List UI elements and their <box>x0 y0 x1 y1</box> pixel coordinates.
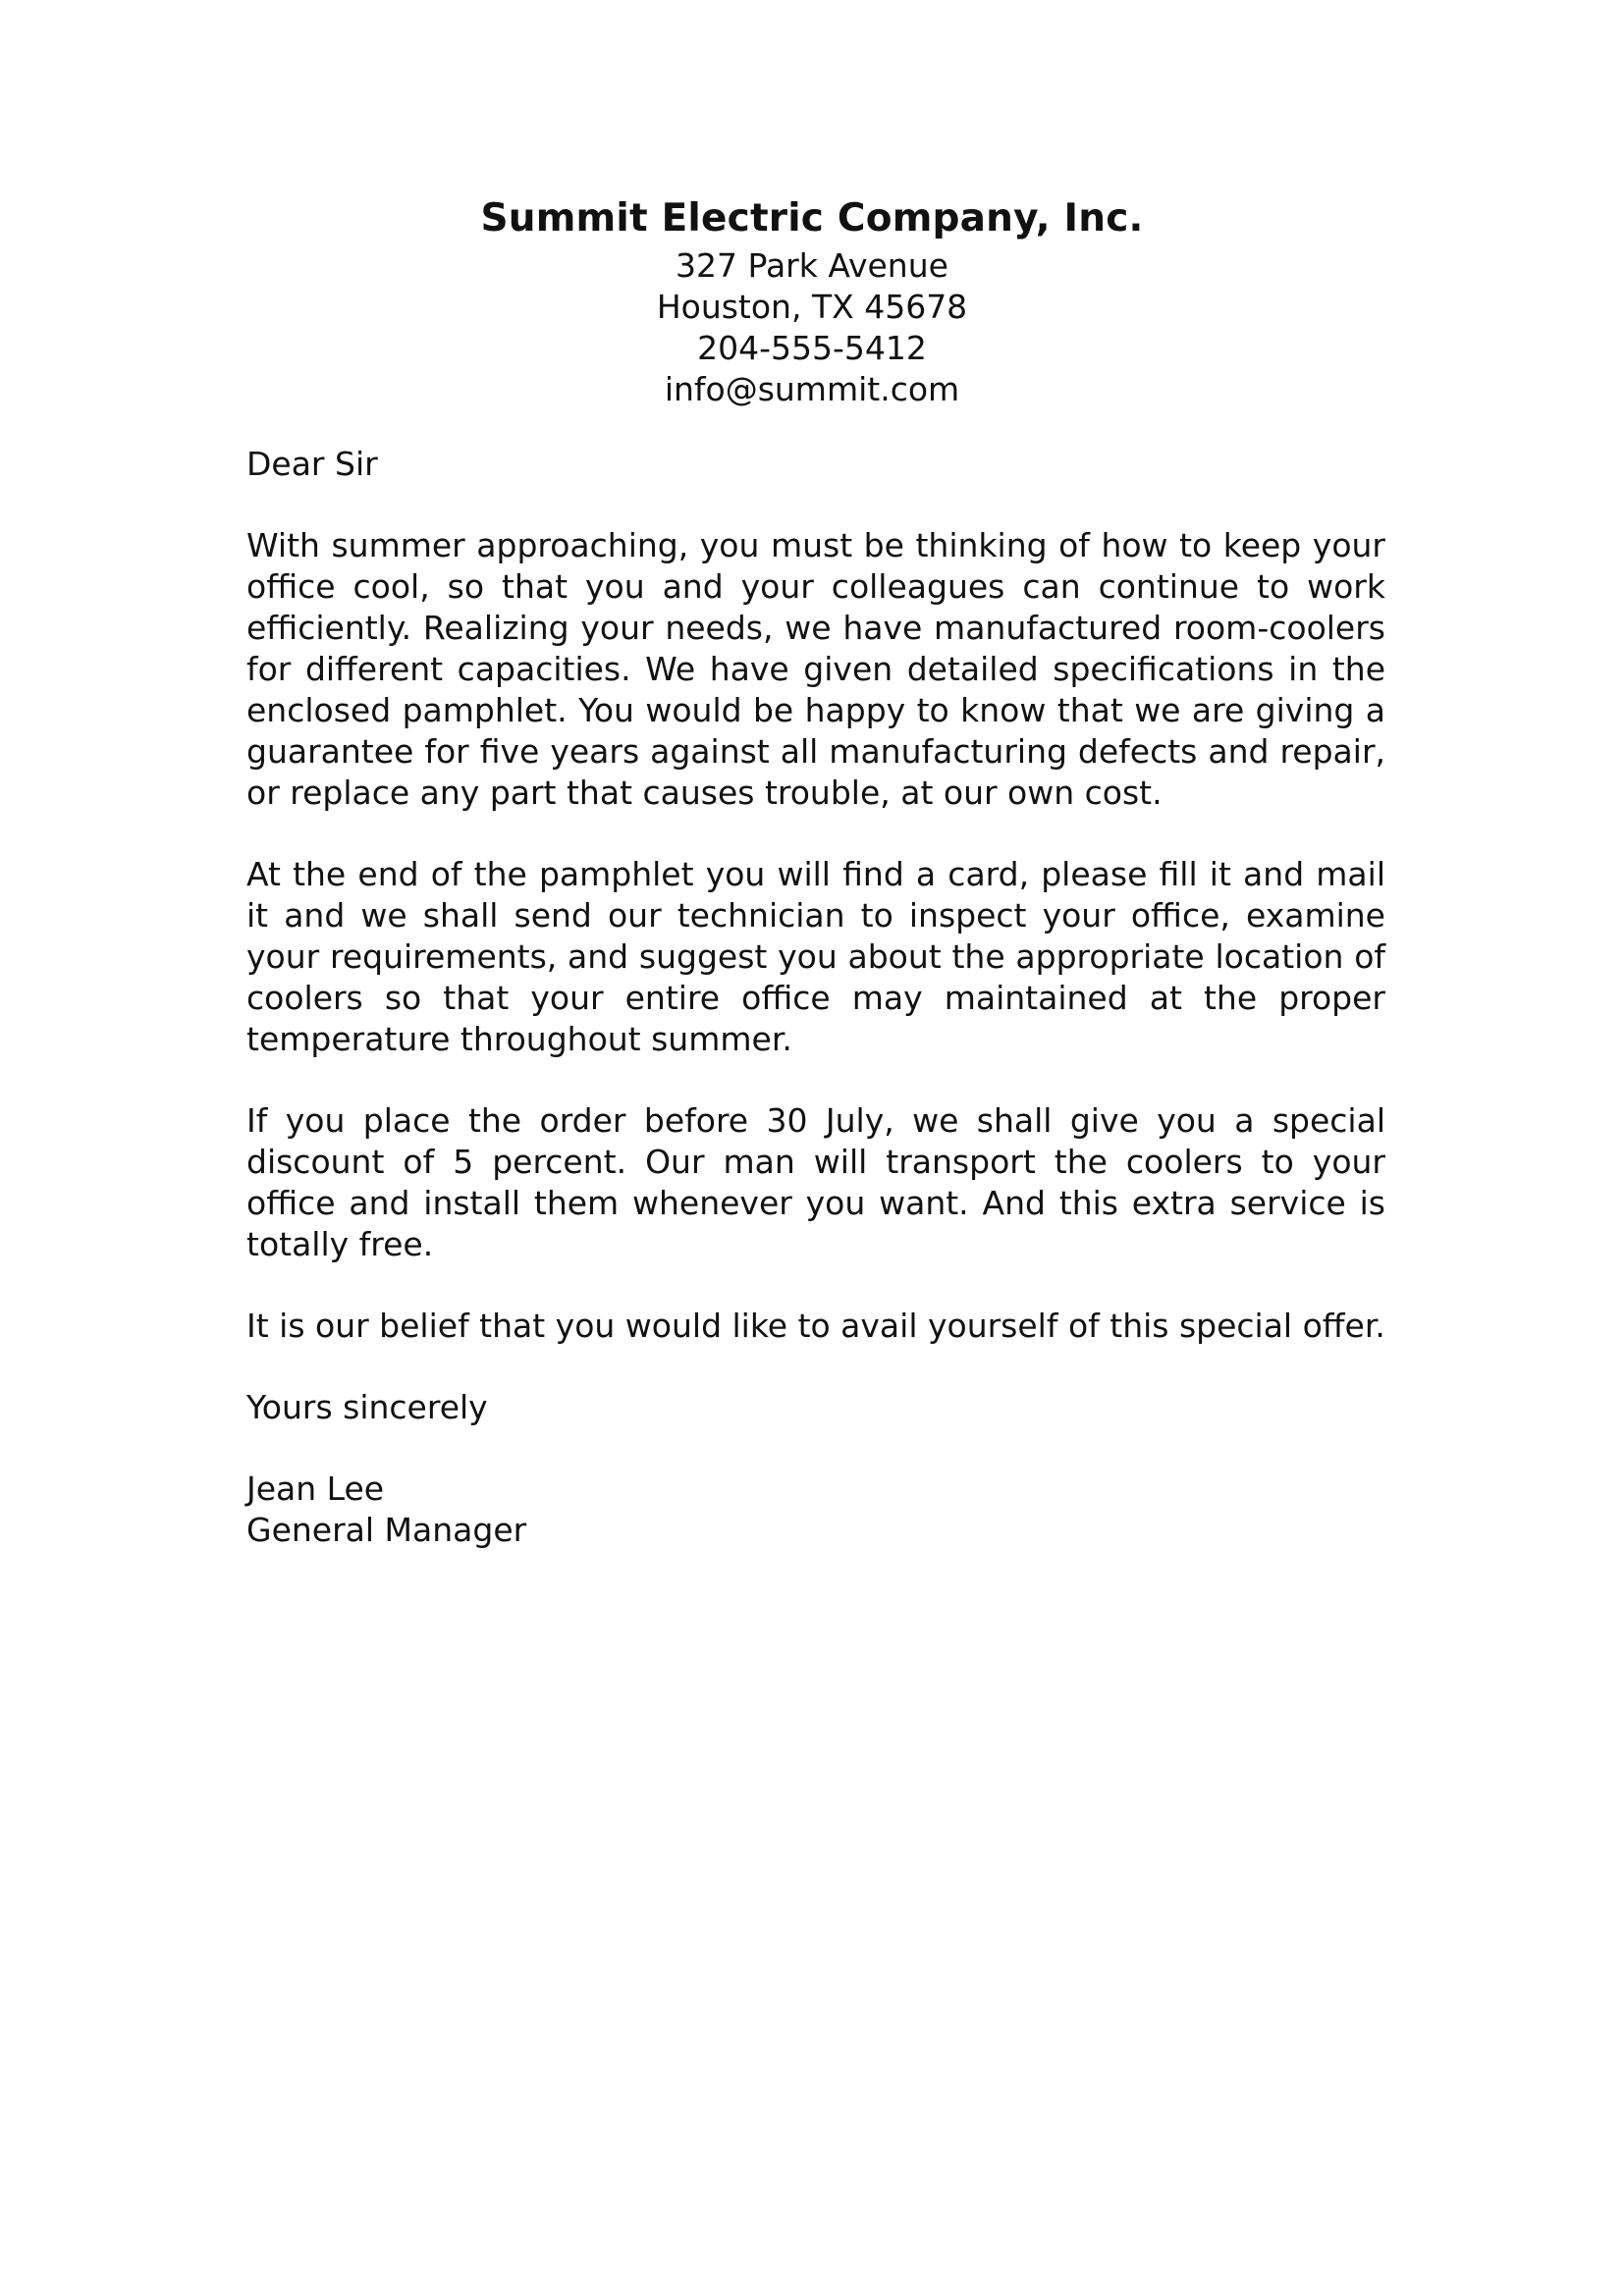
letterhead <box>0 192 1624 410</box>
complimentary-close: Yours sincerely <box>246 1388 488 1426</box>
signature-block <box>246 1468 1385 1551</box>
letter-body <box>246 444 1385 1551</box>
paragraph-discount: If you place the order before 30 July, we shall give you a special discount of 5 percent. Our man will transport the coolers to your office and install them whenever you want. And this extra service is totally free. <box>246 1101 1385 1263</box>
paragraph-closing-remark: It is our belief that you would like to avail yourself of this special offer. <box>246 1307 1385 1345</box>
city-state-zip: Houston, TX 45678 <box>656 288 968 326</box>
salutation: Dear Sir <box>246 445 378 483</box>
signer-name: Jean Lee <box>246 1469 385 1508</box>
phone-number: 204-555-5412 <box>697 329 927 367</box>
company-name: Summit Electric Company, Inc. <box>480 196 1144 240</box>
paragraph-intro: With summer approaching, you must be thinking of how to keep your office cool, so that you and your colleagues can continue to work efficiently. Realizing your needs, we have manufactured room-coolers for different capacities. We have given detailed specifications in the enclosed pamphlet. You would be happy to know that we are giving a guarantee for five years against all manufacturing defects and repair, or replace any part that causes trouble, at our own cost. <box>246 526 1385 812</box>
signer-title: General Manager <box>246 1511 527 1549</box>
street-address: 327 Park Avenue <box>676 246 948 285</box>
email-address: info@summit.com <box>664 370 960 408</box>
paragraph-card: At the end of the pamphlet you will find a card, please fill it and mail it and we shall send our technician to inspect your office, examine your requirements, and suggest you about the appropriate location of coolers so that your entire office may maintained at the proper temperature throughout summer. <box>246 855 1385 1058</box>
